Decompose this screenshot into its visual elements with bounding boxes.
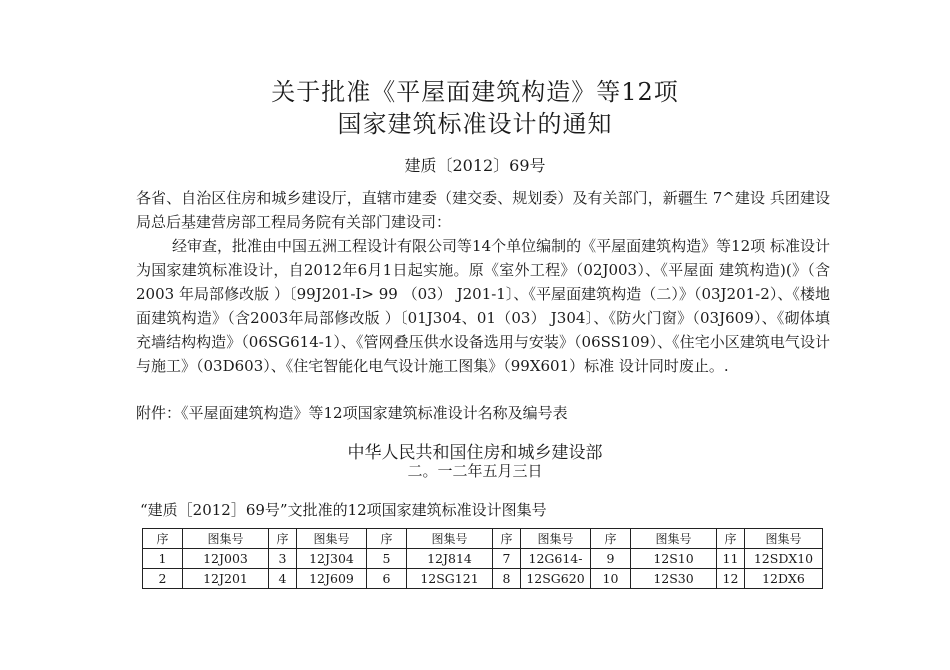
table-cell: 9 — [591, 549, 631, 569]
issuer-name: 中华人民共和国住房和城乡建设部 — [347, 443, 603, 463]
table-header-cell: 图集号 — [745, 529, 823, 549]
table-cell: 12G614- — [521, 549, 591, 569]
table-cell: 12S10 — [631, 549, 717, 569]
table-cell: 12SDX10 — [745, 549, 823, 569]
table-header-cell: 序 — [493, 529, 521, 549]
table-cell: 4 — [269, 569, 297, 589]
table-header-cell: 序 — [591, 529, 631, 549]
issue-date: 二。一二年五月三日 — [407, 462, 543, 480]
document-number: 建质〔2012〕69号 — [404, 156, 546, 175]
table-header-cell: 图集号 — [183, 529, 269, 549]
table-cell: 1 — [143, 549, 183, 569]
notice-title-line2: 国家建筑标准设计的通知 — [337, 110, 613, 138]
table-cell: 5 — [367, 549, 407, 569]
table-cell: 12J304 — [297, 549, 367, 569]
table-cell: 12J201 — [183, 569, 269, 589]
table-header-cell: 序 — [269, 529, 297, 549]
table-cell: 10 — [591, 569, 631, 589]
table-header-cell: 序 — [367, 529, 407, 549]
table-header-cell: 序 — [143, 529, 183, 549]
table-cell: 7 — [493, 549, 521, 569]
table-cell: 12SG121 — [407, 569, 493, 589]
table-cell: 12DX6 — [745, 569, 823, 589]
table-header-cell: 图集号 — [407, 529, 493, 549]
table-header-cell: 图集号 — [521, 529, 591, 549]
table-header-cell: 图集号 — [297, 529, 367, 549]
table-cell: 12J003 — [183, 549, 269, 569]
table-cell: 12 — [717, 569, 745, 589]
table-cell: 12SG620 — [521, 569, 591, 589]
notice-title-line1: 关于批准《平屋面建筑构造》等12项 — [271, 78, 679, 106]
table-cell: 3 — [269, 549, 297, 569]
table-header-row — [143, 529, 823, 549]
recipients-paragraph: 各省、自治区住房和城乡建设厅，直辖市建委（建交委、规划委）及有关部门，新疆生 7^建设 兵团建设局总后基建营房部工程局务院有关部门建设司： — [136, 189, 830, 231]
notice-body-paragraph: 经审查，批准由中国五洲工程设计有限公司等14个单位编制的《平屋面建筑构造》等12项 标准设计为国家建筑标准设计，自2012年6月1日起实施。原《室外工程》（02J003）、《平屋面 建筑构造)(》（含 2003 年局部修改版 ）〔99J201-I> 99 （03） J201-1〕、《平屋面建筑构造（二）》（03J201-2）、《楼地面建筑构造》（含2003年局部修改版 ）〔01J304、01（03） J304〕、《防火门窗》（03J609）、《砌体填充墙结构构造》（06SG614-1）、《管网叠压供水设备选用与安装》（06SS109）、《住宅小区建筑电气设计与施工》（03D603）、《住宅智能化电气设计施工图集》（99X601）标准 设计同时废止。. — [136, 237, 830, 375]
table-cell: 8 — [493, 569, 521, 589]
table-cell: 6 — [367, 569, 407, 589]
table-row — [143, 549, 823, 569]
attachment-line: 附件：《平屋面建筑构造》等12项国家建筑标准设计名称及编号表 — [136, 404, 568, 422]
table-cell: 12J814 — [407, 549, 493, 569]
table-cell: 12J609 — [297, 569, 367, 589]
table-cell: 2 — [143, 569, 183, 589]
table-cell: 12S30 — [631, 569, 717, 589]
table-caption: “建质［2012］69号”文批准的12项国家建筑标准设计图集号 — [140, 501, 547, 519]
table-cell: 11 — [717, 549, 745, 569]
table-header-cell: 序 — [717, 529, 745, 549]
table-row — [143, 569, 823, 589]
atlas-number-table — [142, 528, 823, 589]
table-header-cell: 图集号 — [631, 529, 717, 549]
